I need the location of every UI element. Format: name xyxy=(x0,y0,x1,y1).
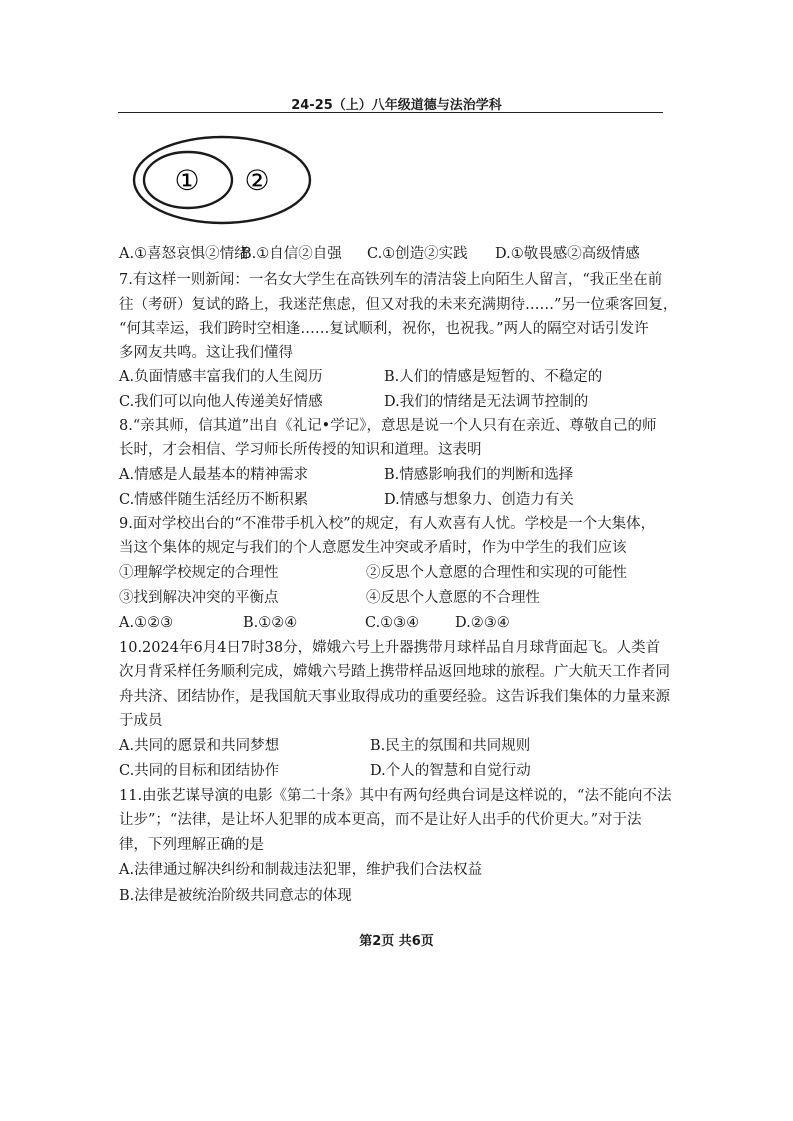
q10-option-c: C.共同的目标和团结协作 xyxy=(119,763,280,779)
q9-statement-2: ②反思个人意愿的合理性和实现的可能性 xyxy=(366,565,627,581)
page-header: 24-25（上）八年级道德与法治学科 xyxy=(291,98,502,113)
q9-statement-3: ③找到解决冲突的平衡点 xyxy=(119,590,279,606)
q10-line-4: 于成员 xyxy=(119,713,163,729)
q10-option-b: B.民主的氛围和共同规则 xyxy=(370,738,531,754)
q9-line-2: 当这个集体的规定与我们的个人意愿发生冲突或矛盾时，作为中学生的我们应该 xyxy=(119,540,627,556)
q9-option-c: C.①③④ xyxy=(365,615,420,631)
outer-label: ② xyxy=(244,164,270,197)
concept-diagram xyxy=(130,133,315,228)
q8-option-c: C.情感伴随生活经历不断积累 xyxy=(119,492,309,508)
q9-option-a: A.①②③ xyxy=(119,615,174,631)
q10-option-d: D.个人的智慧和自觉行动 xyxy=(370,763,531,779)
outer-ellipse xyxy=(134,137,310,223)
q9-statement-4: ④反思个人意愿的不合理性 xyxy=(366,590,540,606)
q11-option-a: A.法律通过解决纠纷和制裁违法犯罪，维护我们合法权益 xyxy=(119,862,483,878)
q7-line-3: “何其幸运，我们跨时空相逢……复试顺利，祝你，也祝我。”两人的隔空对话引发许 xyxy=(119,321,649,337)
q6-option-b: B.①自信②自强 xyxy=(241,246,342,262)
q6-option-c: C.①创造②实践 xyxy=(367,246,468,262)
q11-line-2: 让步”；“法律，是让坏人犯罪的成本更高，而不是让好人出手的代价更大。”对于法 xyxy=(119,812,642,828)
inner-label: ① xyxy=(174,164,200,197)
header-divider xyxy=(118,112,663,113)
q11-line-1: 11.由张艺谋导演的电影《第二十条》其中有两句经典台词是这样说的，“法不能向不法 xyxy=(119,788,672,804)
q8-option-d: D.情感与想象力、创造力有关 xyxy=(384,492,574,508)
q10-line-2: 次月背采样任务顺利完成，嫦娥六号踏上携带样品返回地球的旅程。广大航天工作者同 xyxy=(119,664,670,680)
page-footer: 第2页 共6页 xyxy=(359,934,434,949)
q11-line-3: 律，下列理解正确的是 xyxy=(119,837,264,853)
q10-option-a: A.共同的愿景和共同梦想 xyxy=(119,738,280,754)
q8-line-1: 8.“亲其师，信其道”出自《礼记•学记》，意思是说一个人只有在亲近、尊敬自己的师 xyxy=(119,418,657,434)
q9-line-1: 9.面对学校出台的“不准带手机入校”的规定，有人欢喜有人忧。学校是一个大集体， xyxy=(119,516,656,532)
q9-option-b: B.①②④ xyxy=(243,615,298,631)
q7-option-b: B.人们的情感是短暂的、不稳定的 xyxy=(384,369,603,385)
q7-option-d: D.我们的情绪是无法调节控制的 xyxy=(384,394,589,410)
q9-option-d: D.②③④ xyxy=(455,615,510,631)
q10-line-1: 10.2024年6月4日7时38分，嫦娥六号上升器携带月球样品自月球背面起飞。人类首 xyxy=(119,640,661,656)
q7-option-c: C.我们可以向他人传递美好情感 xyxy=(119,394,323,410)
q7-line-4: 多网友共鸣。这让我们懂得 xyxy=(119,345,293,361)
q6-option-a: A.①喜怒哀惧②情绪 xyxy=(119,246,249,262)
q8-line-2: 长时，才会相信、学习师长所传授的知识和道理。这表明 xyxy=(119,442,482,458)
q7-option-a: A.负面情感丰富我们的人生阅历 xyxy=(119,369,323,385)
q9-statement-1: ①理解学校规定的合理性 xyxy=(119,565,279,581)
q11-option-b: B.法律是被统治阶级共同意志的体现 xyxy=(119,888,352,904)
q10-line-3: 舟共济、团结协作，是我国航天事业取得成功的重要经验。这告诉我们集体的力量来源 xyxy=(119,689,670,705)
q8-option-a: A.情感是人最基本的精神需求 xyxy=(119,467,309,483)
q7-line-1: 7.有这样一则新闻：一名女大学生在高铁列车的清洁袋上向陌生人留言，“我正坐在前 xyxy=(119,272,663,288)
q7-line-2: 往（考研）复试的路上，我迷茫焦虑，但又对我的未来充满期待……”另一位乘客回复， xyxy=(119,297,678,313)
q6-option-d: D.①敬畏感②高级情感 xyxy=(495,246,640,262)
q8-option-b: B.情感影响我们的判断和选择 xyxy=(384,467,574,483)
